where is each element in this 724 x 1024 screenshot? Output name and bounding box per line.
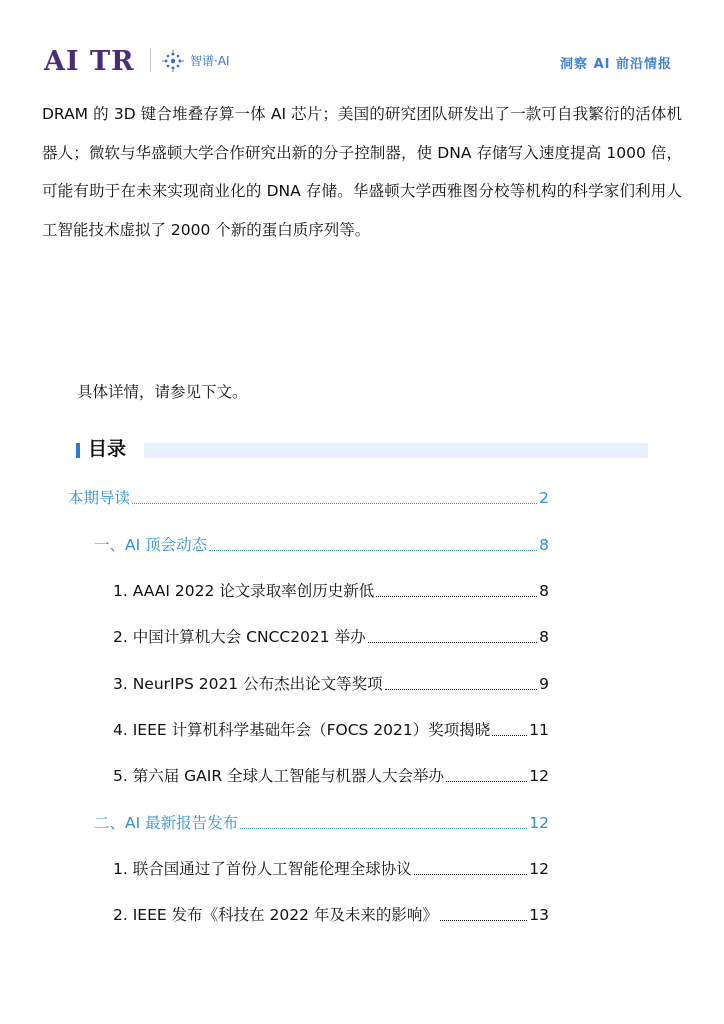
toc-entry-label: 3. NeurIPS 2021 公布杰出论文等奖项 xyxy=(113,675,383,693)
toc-leader-dots xyxy=(440,919,527,921)
toc-entry-2-1[interactable] xyxy=(113,857,549,881)
brand-name: 智谱·AI xyxy=(190,54,230,68)
toc-entry-label: 2. IEEE 发布《科技在 2022 年及未来的影响》 xyxy=(113,906,438,924)
toc-entry-2-2[interactable] xyxy=(113,903,549,927)
toc-leader-dots xyxy=(385,688,538,690)
toc-entry-page: 2 xyxy=(539,489,549,507)
toc-entry-page: 12 xyxy=(529,860,549,878)
toc-entry-page: 12 xyxy=(529,814,549,832)
toc-leader-dots xyxy=(492,734,527,736)
toc-entry-page: 9 xyxy=(539,675,549,693)
toc-entry-1-2[interactable] xyxy=(113,625,549,649)
toc-entry-page: 8 xyxy=(539,582,549,600)
toc-entry-section-2[interactable] xyxy=(94,811,549,835)
dot-cluster-icon xyxy=(162,50,184,72)
toc-entry-label: 4. IEEE 计算机科学基础年会（FOCS 2021）奖项揭晓 xyxy=(113,721,491,739)
header-tagline: 洞察 AI 前沿情报 xyxy=(560,57,672,72)
toc-entry-page: 13 xyxy=(529,906,549,924)
toc-entry-1-3[interactable] xyxy=(113,672,549,696)
toc-entry-overview[interactable] xyxy=(68,486,549,510)
toc-entry-page: 8 xyxy=(539,628,549,646)
toc-entry-label: 本期导读 xyxy=(68,489,131,507)
toc-entry-section-1[interactable] xyxy=(94,533,549,557)
toc-leader-dots xyxy=(132,502,537,504)
toc-entry-page: 8 xyxy=(539,536,549,554)
toc-leader-dots xyxy=(376,595,537,597)
toc-entry-label: 1. AAAI 2022 论文录取率创历史新低 xyxy=(113,582,375,600)
toc-title: 目录 xyxy=(88,437,136,461)
toc-leader-dots xyxy=(240,827,527,829)
toc-leader-dots xyxy=(209,549,537,551)
toc-heading-band xyxy=(144,443,648,458)
toc-entry-label: 2. 中国计算机大会 CNCC2021 举办 xyxy=(113,628,366,646)
intro-paragraph: DRAM 的 3D 键合堆叠存算一体 AI 芯片；美国的研究团队研发出了一款可自我繁衍的活体机器人；微软与华盛顿大学合作研究出新的分子控制器，使 DNA 存储写入速度提高 1000 倍，可能有助于在未来实现商业化的 DNA 存储。华盛顿大学西雅图分校等机构的科学家们利用人工智能技术虚拟了 2000 个新的蛋白质序列等。 xyxy=(42,105,682,239)
logo-divider xyxy=(150,48,151,72)
toc-entry-page: 11 xyxy=(529,721,549,739)
toc-entry-1-1[interactable] xyxy=(113,579,549,603)
toc-heading-bar xyxy=(76,443,80,458)
toc-entry-label: 5. 第六届 GAIR 全球人工智能与机器人大会举办 xyxy=(113,767,445,785)
toc-entry-label: 1. 联合国通过了首份人工智能伦理全球协议 xyxy=(113,860,412,878)
toc-entry-label: 二、AI 最新报告发布 xyxy=(94,814,239,832)
aitr-logo: AI TR xyxy=(44,46,135,77)
toc-entry-1-4[interactable] xyxy=(113,718,549,742)
toc-leader-dots xyxy=(446,780,527,782)
page-header xyxy=(0,0,724,90)
details-note: 具体详情，请参见下文。 xyxy=(77,383,248,401)
toc-entry-page: 12 xyxy=(529,767,549,785)
toc-leader-dots xyxy=(414,873,528,875)
toc-leader-dots xyxy=(368,641,538,643)
toc-entry-label: 一、AI 顶会动态 xyxy=(94,536,208,554)
toc-heading xyxy=(76,440,648,460)
toc-entry-1-5[interactable] xyxy=(113,764,549,788)
